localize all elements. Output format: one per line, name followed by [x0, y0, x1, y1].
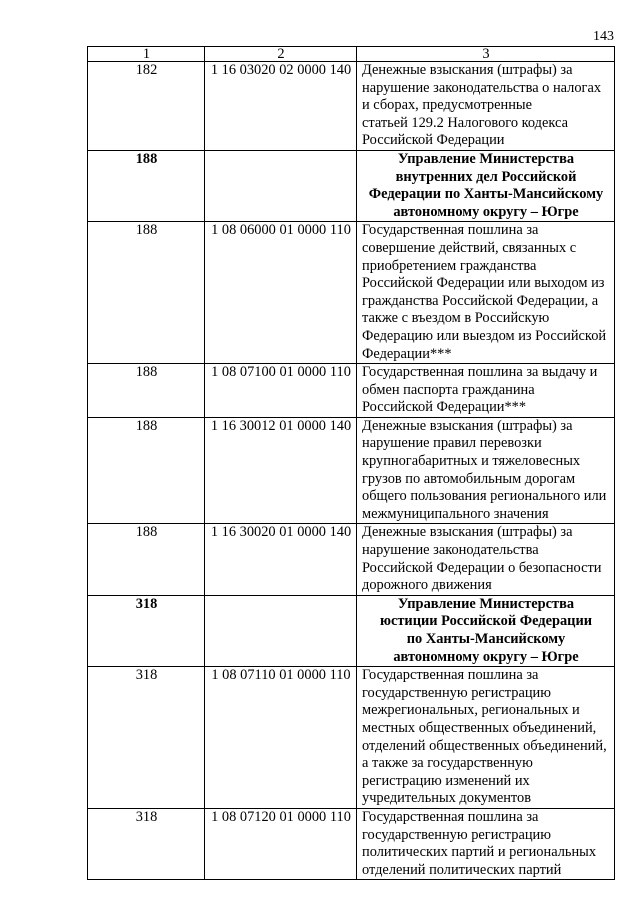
description-line: обмен паспорта гражданина — [362, 381, 535, 398]
description-cell — [357, 222, 615, 364]
description-line: отделений политических партий — [362, 861, 562, 878]
admin-code-cell: 188 — [88, 524, 205, 595]
description-cell — [357, 595, 615, 666]
description-line: и сборах, предусмотренные — [362, 97, 532, 114]
admin-code-cell: 188 — [88, 417, 205, 524]
description-line: внутренних дел Российской — [395, 168, 577, 185]
description-line: общего пользования регионального или — [362, 488, 607, 505]
description-line: государственную регистрацию — [362, 826, 551, 843]
description-cell — [357, 524, 615, 595]
description-line: Федерацию или выездом из Российской — [362, 327, 607, 344]
admin-code-cell: 188 — [88, 222, 205, 364]
admin-code-cell: 318 — [88, 808, 205, 879]
revenue-code-cell: 1 08 07100 01 0000 110 — [205, 364, 357, 418]
description-line: Государственная пошлина за — [362, 222, 539, 239]
description-line: Денежные взыскания (штрафы) за — [362, 417, 573, 434]
admin-code-cell: 182 — [88, 62, 205, 151]
description-line: Государственная пошлина за — [362, 808, 539, 825]
description-line: крупногабаритных и тяжеловесных — [362, 453, 581, 470]
revenue-codes-table — [87, 46, 615, 880]
description-line: автономному округу – Югре — [393, 648, 579, 665]
description-cell — [357, 808, 615, 879]
revenue-code-cell: 1 16 30020 01 0000 140 — [205, 524, 357, 595]
table-row — [88, 808, 615, 879]
description-line: Российской Федерации о безопасности — [362, 559, 602, 576]
description-line: Денежные взыскания (штрафы) за — [362, 524, 573, 541]
description-line: юстиции Российской Федерации — [379, 613, 593, 630]
description-line: Российской Федерации*** — [362, 399, 527, 416]
description-cell — [357, 667, 615, 809]
description-line: нарушение законодательства о налогах — [362, 79, 602, 96]
description-line: Российской Федерации — [362, 132, 505, 149]
description-line: Государственная пошлина за выдачу и — [362, 364, 598, 381]
revenue-code-cell: 1 16 03020 02 0000 140 — [205, 62, 357, 151]
table-header-row — [88, 47, 615, 62]
description-line: политических партий и региональных — [362, 844, 597, 861]
revenue-code-cell — [205, 150, 357, 221]
description-line: Управление Министерства — [397, 150, 575, 167]
description-line: Государственная пошлина за — [362, 667, 539, 684]
column-header: 3 — [357, 47, 615, 62]
table-row — [88, 62, 615, 151]
description-line: дорожного движения — [362, 577, 492, 594]
description-line: совершение действий, связанных с — [362, 239, 577, 256]
description-line: учредительных документов — [362, 790, 532, 807]
description-line: Федерации*** — [362, 345, 452, 362]
description-line: Федерации по Ханты-Мансийскому — [368, 186, 604, 203]
description-line: Российской Федерации или выходом из — [362, 275, 605, 292]
description-line: статьей 129.2 Налогового кодекса — [362, 114, 568, 131]
revenue-code-cell: 1 08 06000 01 0000 110 — [205, 222, 357, 364]
admin-code-cell: 188 — [88, 150, 205, 221]
description-line: грузов по автомобильным дорогам — [362, 470, 576, 487]
description-line: нарушение правил перевозки — [362, 435, 542, 452]
table-row — [88, 364, 615, 418]
description-line: межмуниципального значения — [362, 505, 549, 522]
description-line: гражданства Российской Федерации, а — [362, 292, 599, 309]
description-line: нарушение законодательства — [362, 542, 539, 559]
description-line: местных общественных объединений, — [362, 719, 597, 736]
page-number: 143 — [593, 29, 614, 44]
description-cell — [357, 62, 615, 151]
description-cell — [357, 150, 615, 221]
description-line: отделений общественных объединений, — [362, 737, 607, 754]
description-cell — [357, 364, 615, 418]
description-line: по Ханты-Мансийскому — [406, 631, 566, 647]
revenue-code-cell — [205, 595, 357, 666]
table-row — [88, 417, 615, 524]
description-line: Денежные взыскания (штрафы) за — [362, 62, 573, 78]
revenue-code-cell: 1 08 07120 01 0000 110 — [205, 808, 357, 879]
description-line: а также за государственную — [362, 755, 533, 772]
admin-code-cell: 188 — [88, 364, 205, 418]
organization-row — [88, 150, 615, 221]
table-row — [88, 524, 615, 595]
description-line: регистрацию изменений их — [362, 772, 530, 789]
description-line: также с въездом в Российскую — [362, 310, 550, 327]
revenue-code-cell: 1 16 30012 01 0000 140 — [205, 417, 357, 524]
revenue-code-cell: 1 08 07110 01 0000 110 — [205, 667, 357, 809]
description-line: межрегиональных, региональных и — [362, 702, 580, 719]
admin-code-cell: 318 — [88, 595, 205, 666]
column-header: 1 — [88, 47, 205, 62]
table-row — [88, 222, 615, 364]
description-cell — [357, 417, 615, 524]
description-line: автономному округу – Югре — [393, 203, 579, 220]
description-line: приобретением гражданства — [362, 257, 537, 274]
table-row — [88, 667, 615, 809]
description-line: государственную регистрацию — [362, 684, 551, 701]
description-line: Управление Министерства — [397, 595, 575, 612]
column-header: 2 — [205, 47, 357, 62]
admin-code-cell: 318 — [88, 667, 205, 809]
organization-row — [88, 595, 615, 666]
